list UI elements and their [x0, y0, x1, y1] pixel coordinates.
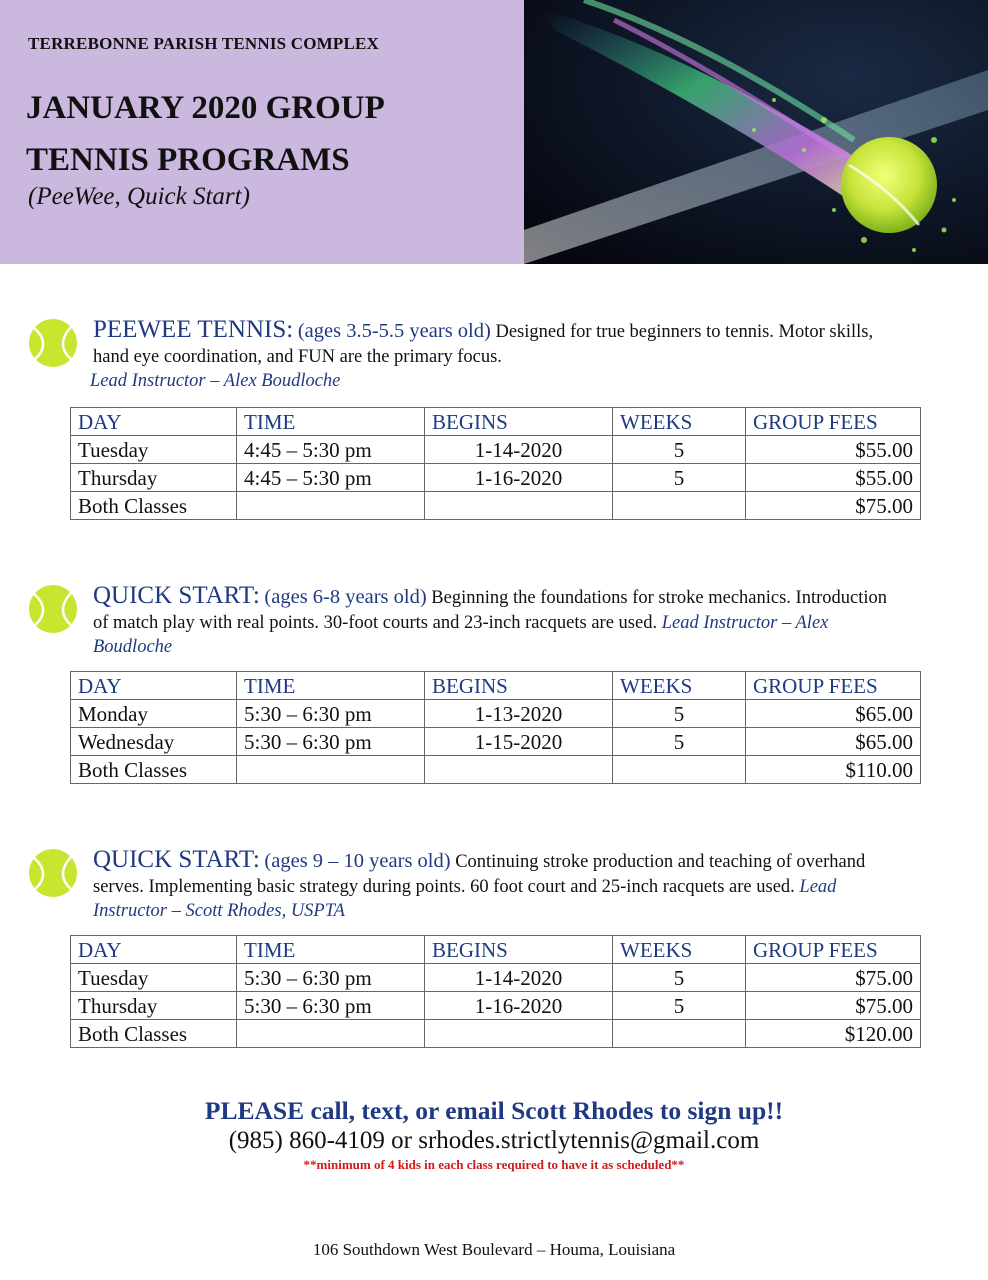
cell-fee: $120.00 [746, 1020, 921, 1048]
cell-weeks: 5 [613, 700, 746, 728]
cell-fee: $75.00 [746, 492, 921, 520]
cell-begins [425, 1020, 613, 1048]
cell-weeks [613, 1020, 746, 1048]
cell-begins: 1-16-2020 [425, 992, 613, 1020]
col-header-time: TIME [237, 936, 425, 964]
col-header-day: DAY [71, 936, 237, 964]
cell-weeks: 5 [613, 464, 746, 492]
col-header-day: DAY [71, 672, 237, 700]
col-header-time: TIME [237, 672, 425, 700]
table-row-total [71, 492, 921, 520]
minimum-enrollment-note: **minimum of 4 kids in each class required to have it as scheduled** [303, 1157, 685, 1172]
cell-day: Thursday [71, 992, 237, 1020]
cell-begins: 1-15-2020 [425, 728, 613, 756]
signup-call-to-action: PLEASE call, text, or email Scott Rhodes to sign up!! [204, 1096, 784, 1125]
page-subtitle: (PeeWee, Quick Start) [28, 183, 250, 210]
cell-fee: $110.00 [746, 756, 921, 784]
table-row [71, 964, 921, 992]
cell-fee: $65.00 [746, 700, 921, 728]
col-header-fees: GROUP FEES [746, 408, 921, 436]
cell-day: Tuesday [71, 436, 237, 464]
cell-weeks: 5 [613, 436, 746, 464]
cell-weeks [613, 756, 746, 784]
cell-begins: 1-16-2020 [425, 464, 613, 492]
program-name: QUICK START: [93, 846, 260, 873]
header-banner [0, 0, 988, 264]
cell-weeks [613, 492, 746, 520]
cell-fee: $75.00 [746, 964, 921, 992]
cell-weeks: 5 [613, 964, 746, 992]
program-summary: Beginning the foundations for stroke mechanics. Introduction of match play with real points. 30-foot courts and 23-inch racquets are used. [93, 588, 887, 633]
program-summary: Continuing stroke production and teaching of overhand serves. Implementing basic strategy during points. 60 foot court and 25-inch racquets are used. [93, 852, 866, 897]
table-header-row [71, 936, 921, 964]
program-ages: (ages 6-8 years old) [264, 586, 427, 608]
cell-fee: $55.00 [746, 436, 921, 464]
cell-day: Tuesday [71, 964, 237, 992]
cell-time: 4:45 – 5:30 pm [237, 464, 425, 492]
table-row [71, 464, 921, 492]
cell-time [237, 492, 425, 520]
col-header-time: TIME [237, 408, 425, 436]
col-header-begins: BEGINS [425, 672, 613, 700]
cell-day: Wednesday [71, 728, 237, 756]
program-name: QUICK START: [93, 582, 260, 609]
cell-time: 5:30 – 6:30 pm [237, 728, 425, 756]
col-header-weeks: WEEKS [613, 672, 746, 700]
col-header-day: DAY [71, 408, 237, 436]
cell-fee: $55.00 [746, 464, 921, 492]
table-row [71, 728, 921, 756]
cell-fee: $75.00 [746, 992, 921, 1020]
lead-instructor: Lead Instructor – Alex Boudloche [90, 371, 341, 391]
page-title-line-2: TENNIS PROGRAMS [26, 142, 350, 178]
cell-time: 5:30 – 6:30 pm [237, 700, 425, 728]
table-header-row [71, 408, 921, 436]
cell-time [237, 756, 425, 784]
cell-day: Both Classes [71, 1020, 237, 1048]
cell-fee: $65.00 [746, 728, 921, 756]
cell-weeks: 5 [613, 992, 746, 1020]
page-title-line-1: JANUARY 2020 GROUP [26, 90, 385, 126]
col-header-begins: BEGINS [425, 936, 613, 964]
table-header-row [71, 672, 921, 700]
tennis-ball-icon [28, 848, 78, 898]
contact-info: (985) 860-4109 or srhodes.strictlytennis@gmail.com [228, 1127, 760, 1154]
cell-begins: 1-13-2020 [425, 700, 613, 728]
col-header-fees: GROUP FEES [746, 936, 921, 964]
cell-begins: 1-14-2020 [425, 964, 613, 992]
tennis-ball-icon [28, 584, 78, 634]
cell-day: Monday [71, 700, 237, 728]
page-title [26, 82, 385, 186]
cell-weeks: 5 [613, 728, 746, 756]
col-header-weeks: WEEKS [613, 408, 746, 436]
tennis-ball-comet-image [524, 0, 988, 264]
program-description [93, 584, 893, 660]
cell-day: Both Classes [71, 756, 237, 784]
program-description [93, 848, 893, 924]
tennis-ball-icon [28, 318, 78, 368]
table-row-total [71, 756, 921, 784]
cell-day: Thursday [71, 464, 237, 492]
lead-instructor: Lead Instructor – Scott Rhodes, USPTA [93, 876, 837, 921]
program-name: PEEWEE TENNIS: [93, 316, 294, 343]
col-header-fees: GROUP FEES [746, 672, 921, 700]
col-header-begins: BEGINS [425, 408, 613, 436]
cell-begins [425, 756, 613, 784]
cell-begins: 1-14-2020 [425, 436, 613, 464]
program-description [90, 316, 893, 394]
table-row [71, 700, 921, 728]
facility-address: 106 Southdown West Boulevard – Houma, Louisiana [312, 1240, 676, 1259]
cell-time: 5:30 – 6:30 pm [237, 992, 425, 1020]
program-ages: (ages 9 – 10 years old) [264, 850, 451, 872]
program-summary: Designed for true beginners to tennis. Motor skills, hand eye coordination, and FUN are the primary focus. [93, 322, 874, 367]
col-header-weeks: WEEKS [613, 936, 746, 964]
table-row [71, 436, 921, 464]
cell-time: 5:30 – 6:30 pm [237, 964, 425, 992]
schedule-table [70, 935, 921, 1048]
schedule-table [70, 407, 921, 520]
cell-day: Both Classes [71, 492, 237, 520]
cell-time [237, 1020, 425, 1048]
table-row-total [71, 1020, 921, 1048]
schedule-table [70, 671, 921, 784]
cell-time: 4:45 – 5:30 pm [237, 436, 425, 464]
lead-instructor: Lead Instructor – Alex Boudloche [93, 612, 829, 657]
organization-name: TERREBONNE PARISH TENNIS COMPLEX [28, 34, 380, 53]
program-ages: (ages 3.5-5.5 years old) [297, 320, 491, 342]
header-title-panel [0, 0, 524, 264]
cell-begins [425, 492, 613, 520]
table-row [71, 992, 921, 1020]
